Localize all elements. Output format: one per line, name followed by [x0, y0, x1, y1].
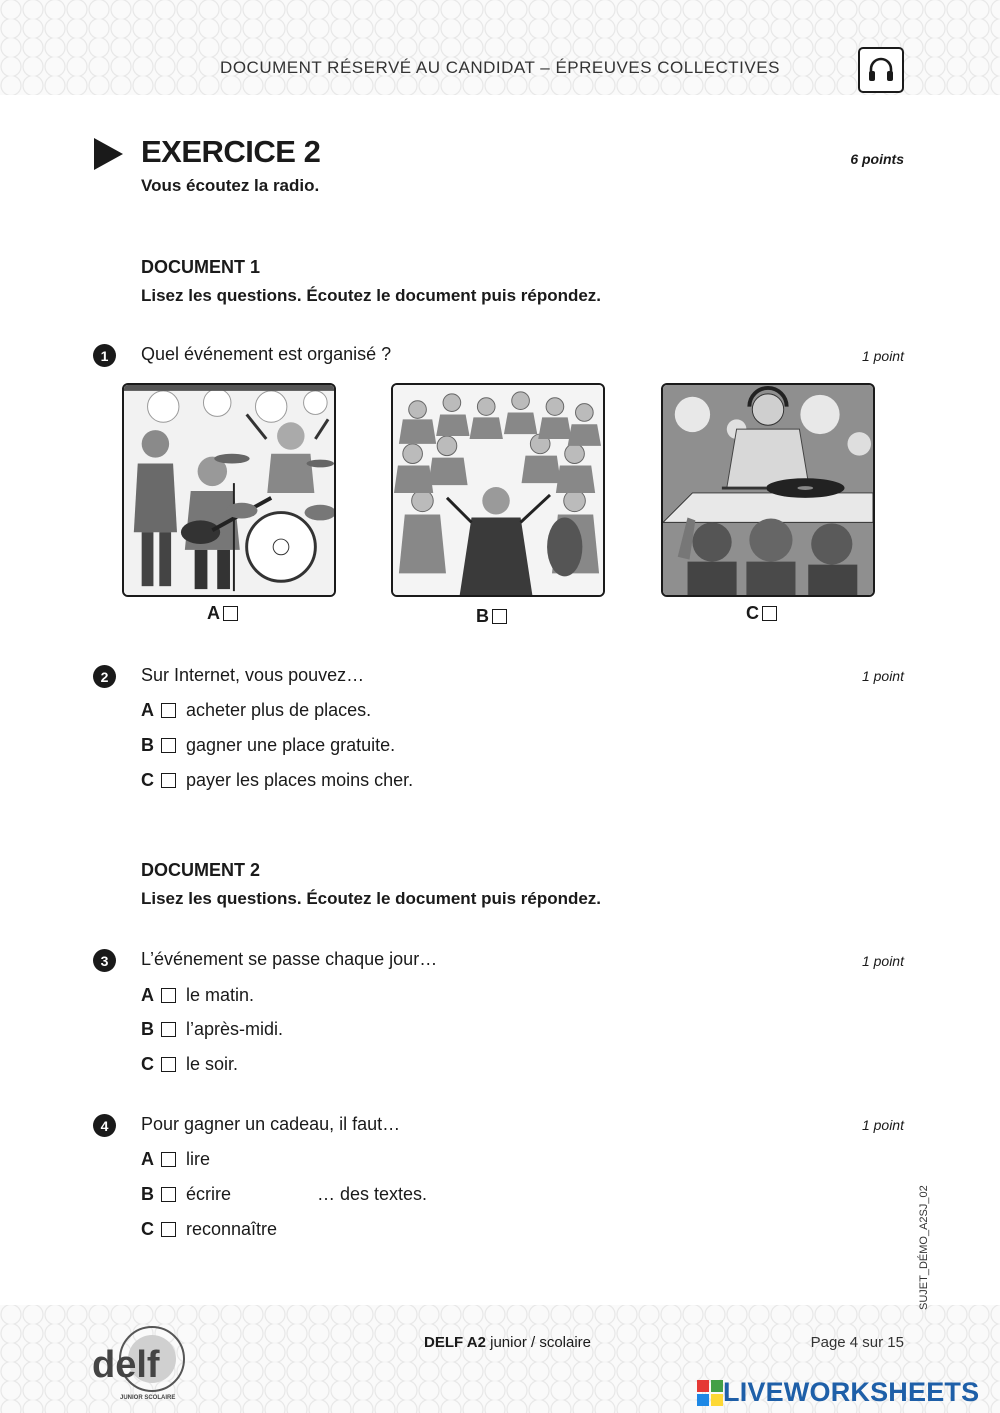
delf-logo: [90, 1315, 190, 1407]
liveworksheets-logo[interactable]: [697, 1377, 979, 1408]
play-triangle-icon: [94, 138, 123, 170]
option-letter: A: [141, 1149, 154, 1169]
exercise-title: EXERCICE 2: [141, 134, 321, 169]
question-3-points: 1 point: [861, 953, 904, 969]
option-checkbox[interactable]: [161, 738, 176, 753]
picture-c-letter: C: [746, 603, 759, 623]
headphones-icon: [858, 47, 904, 93]
exercise-points: 6 points: [850, 151, 904, 167]
picture-b-answer[interactable]: [476, 606, 517, 627]
question-3-text: L’événement se passe chaque jour…: [141, 949, 438, 969]
question-2-option-c[interactable]: [141, 770, 413, 791]
question-3-option-c[interactable]: [141, 1054, 238, 1075]
liveworksheets-text: LIVEWORKSHEETS: [723, 1377, 980, 1407]
question-1-text: Quel événement est organisé ?: [141, 344, 392, 364]
option-text: payer les places moins cher.: [186, 770, 414, 790]
picture-a-checkbox[interactable]: [223, 606, 238, 621]
picture-b-orchestra: [391, 383, 605, 597]
question-4-number: 4: [93, 1114, 116, 1137]
picture-a-letter: A: [207, 603, 220, 623]
option-checkbox[interactable]: [161, 773, 176, 788]
question-4-points: 1 point: [861, 1117, 904, 1133]
option-checkbox[interactable]: [161, 1022, 176, 1037]
question-4-text: Pour gagner un cadeau, il faut…: [141, 1114, 401, 1134]
option-checkbox[interactable]: [161, 988, 176, 1003]
document1-instruction: Lisez les questions. Écoutez le document puis répondez.: [141, 286, 602, 305]
option-checkbox[interactable]: [161, 703, 176, 718]
option-letter: A: [141, 985, 154, 1005]
document2-title: DOCUMENT 2: [141, 860, 261, 880]
picture-a-answer[interactable]: [207, 603, 248, 624]
option-checkbox[interactable]: [161, 1057, 176, 1072]
side-code: SUJET_DÉMO_A2SJ_02: [918, 1185, 930, 1310]
question-2-text: Sur Internet, vous pouvez…: [141, 665, 365, 685]
option-letter: A: [141, 700, 154, 720]
picture-b-letter: B: [476, 606, 489, 626]
question-4-option-b[interactable]: [141, 1184, 231, 1205]
option-letter: B: [141, 735, 154, 755]
delf-logo-text: delf: [92, 1344, 160, 1386]
document1-title: DOCUMENT 1: [141, 257, 261, 277]
question-2-option-b[interactable]: [141, 735, 395, 756]
exercise-subtitle: Vous écoutez la radio.: [141, 176, 320, 195]
option-text: le matin.: [186, 985, 255, 1005]
question-3-option-a[interactable]: [141, 985, 254, 1006]
question-2-option-a[interactable]: [141, 700, 371, 721]
option-text: l’après-midi.: [186, 1019, 284, 1039]
question-2-points: 1 point: [861, 668, 904, 684]
delf-logo-sub: JUNIOR SCOLAIRE: [120, 1395, 176, 1401]
footer-exam-name: DELF A2: [424, 1334, 486, 1351]
option-letter: B: [141, 1184, 154, 1204]
option-text: le soir.: [186, 1054, 239, 1074]
picture-a-rock-band: [122, 383, 336, 597]
option-checkbox[interactable]: [161, 1187, 176, 1202]
option-checkbox[interactable]: [161, 1152, 176, 1167]
footer-page-number: Page 4 sur 15: [810, 1334, 904, 1351]
question-2-number: 2: [93, 665, 116, 688]
option-text: lire: [186, 1149, 211, 1169]
question-1-number: 1: [93, 344, 116, 367]
option-letter: C: [141, 1219, 154, 1239]
question-3-option-b[interactable]: [141, 1019, 283, 1040]
option-text: écrire: [186, 1184, 232, 1204]
liveworksheets-icon: [697, 1380, 723, 1406]
footer-exam-level: junior / scolaire: [490, 1334, 592, 1351]
option-letter: C: [141, 770, 154, 790]
question-3-number: 3: [93, 949, 116, 972]
header-title: DOCUMENT RÉSERVÉ AU CANDIDAT – ÉPREUVES COLLECTIVES: [220, 58, 780, 77]
question-4-option-c[interactable]: [141, 1219, 277, 1240]
option-letter: B: [141, 1019, 154, 1039]
picture-c-checkbox[interactable]: [762, 606, 777, 621]
question-4-option-a[interactable]: [141, 1149, 210, 1170]
picture-b-checkbox[interactable]: [492, 609, 507, 624]
option-text: reconnaître: [186, 1219, 278, 1239]
option-text: acheter plus de places.: [186, 700, 372, 720]
option-text: gagner une place gratuite.: [186, 735, 396, 755]
picture-c-answer[interactable]: [746, 603, 787, 624]
option-checkbox[interactable]: [161, 1222, 176, 1237]
footer-exam: [424, 1334, 591, 1351]
document2-instruction: Lisez les questions. Écoutez le document puis répondez.: [141, 889, 602, 908]
question-4-suffix: … des textes.: [317, 1184, 428, 1204]
header-pattern: [0, 0, 1000, 95]
option-letter: C: [141, 1054, 154, 1074]
question-1-points: 1 point: [861, 348, 904, 364]
picture-c-dj: [661, 383, 875, 597]
